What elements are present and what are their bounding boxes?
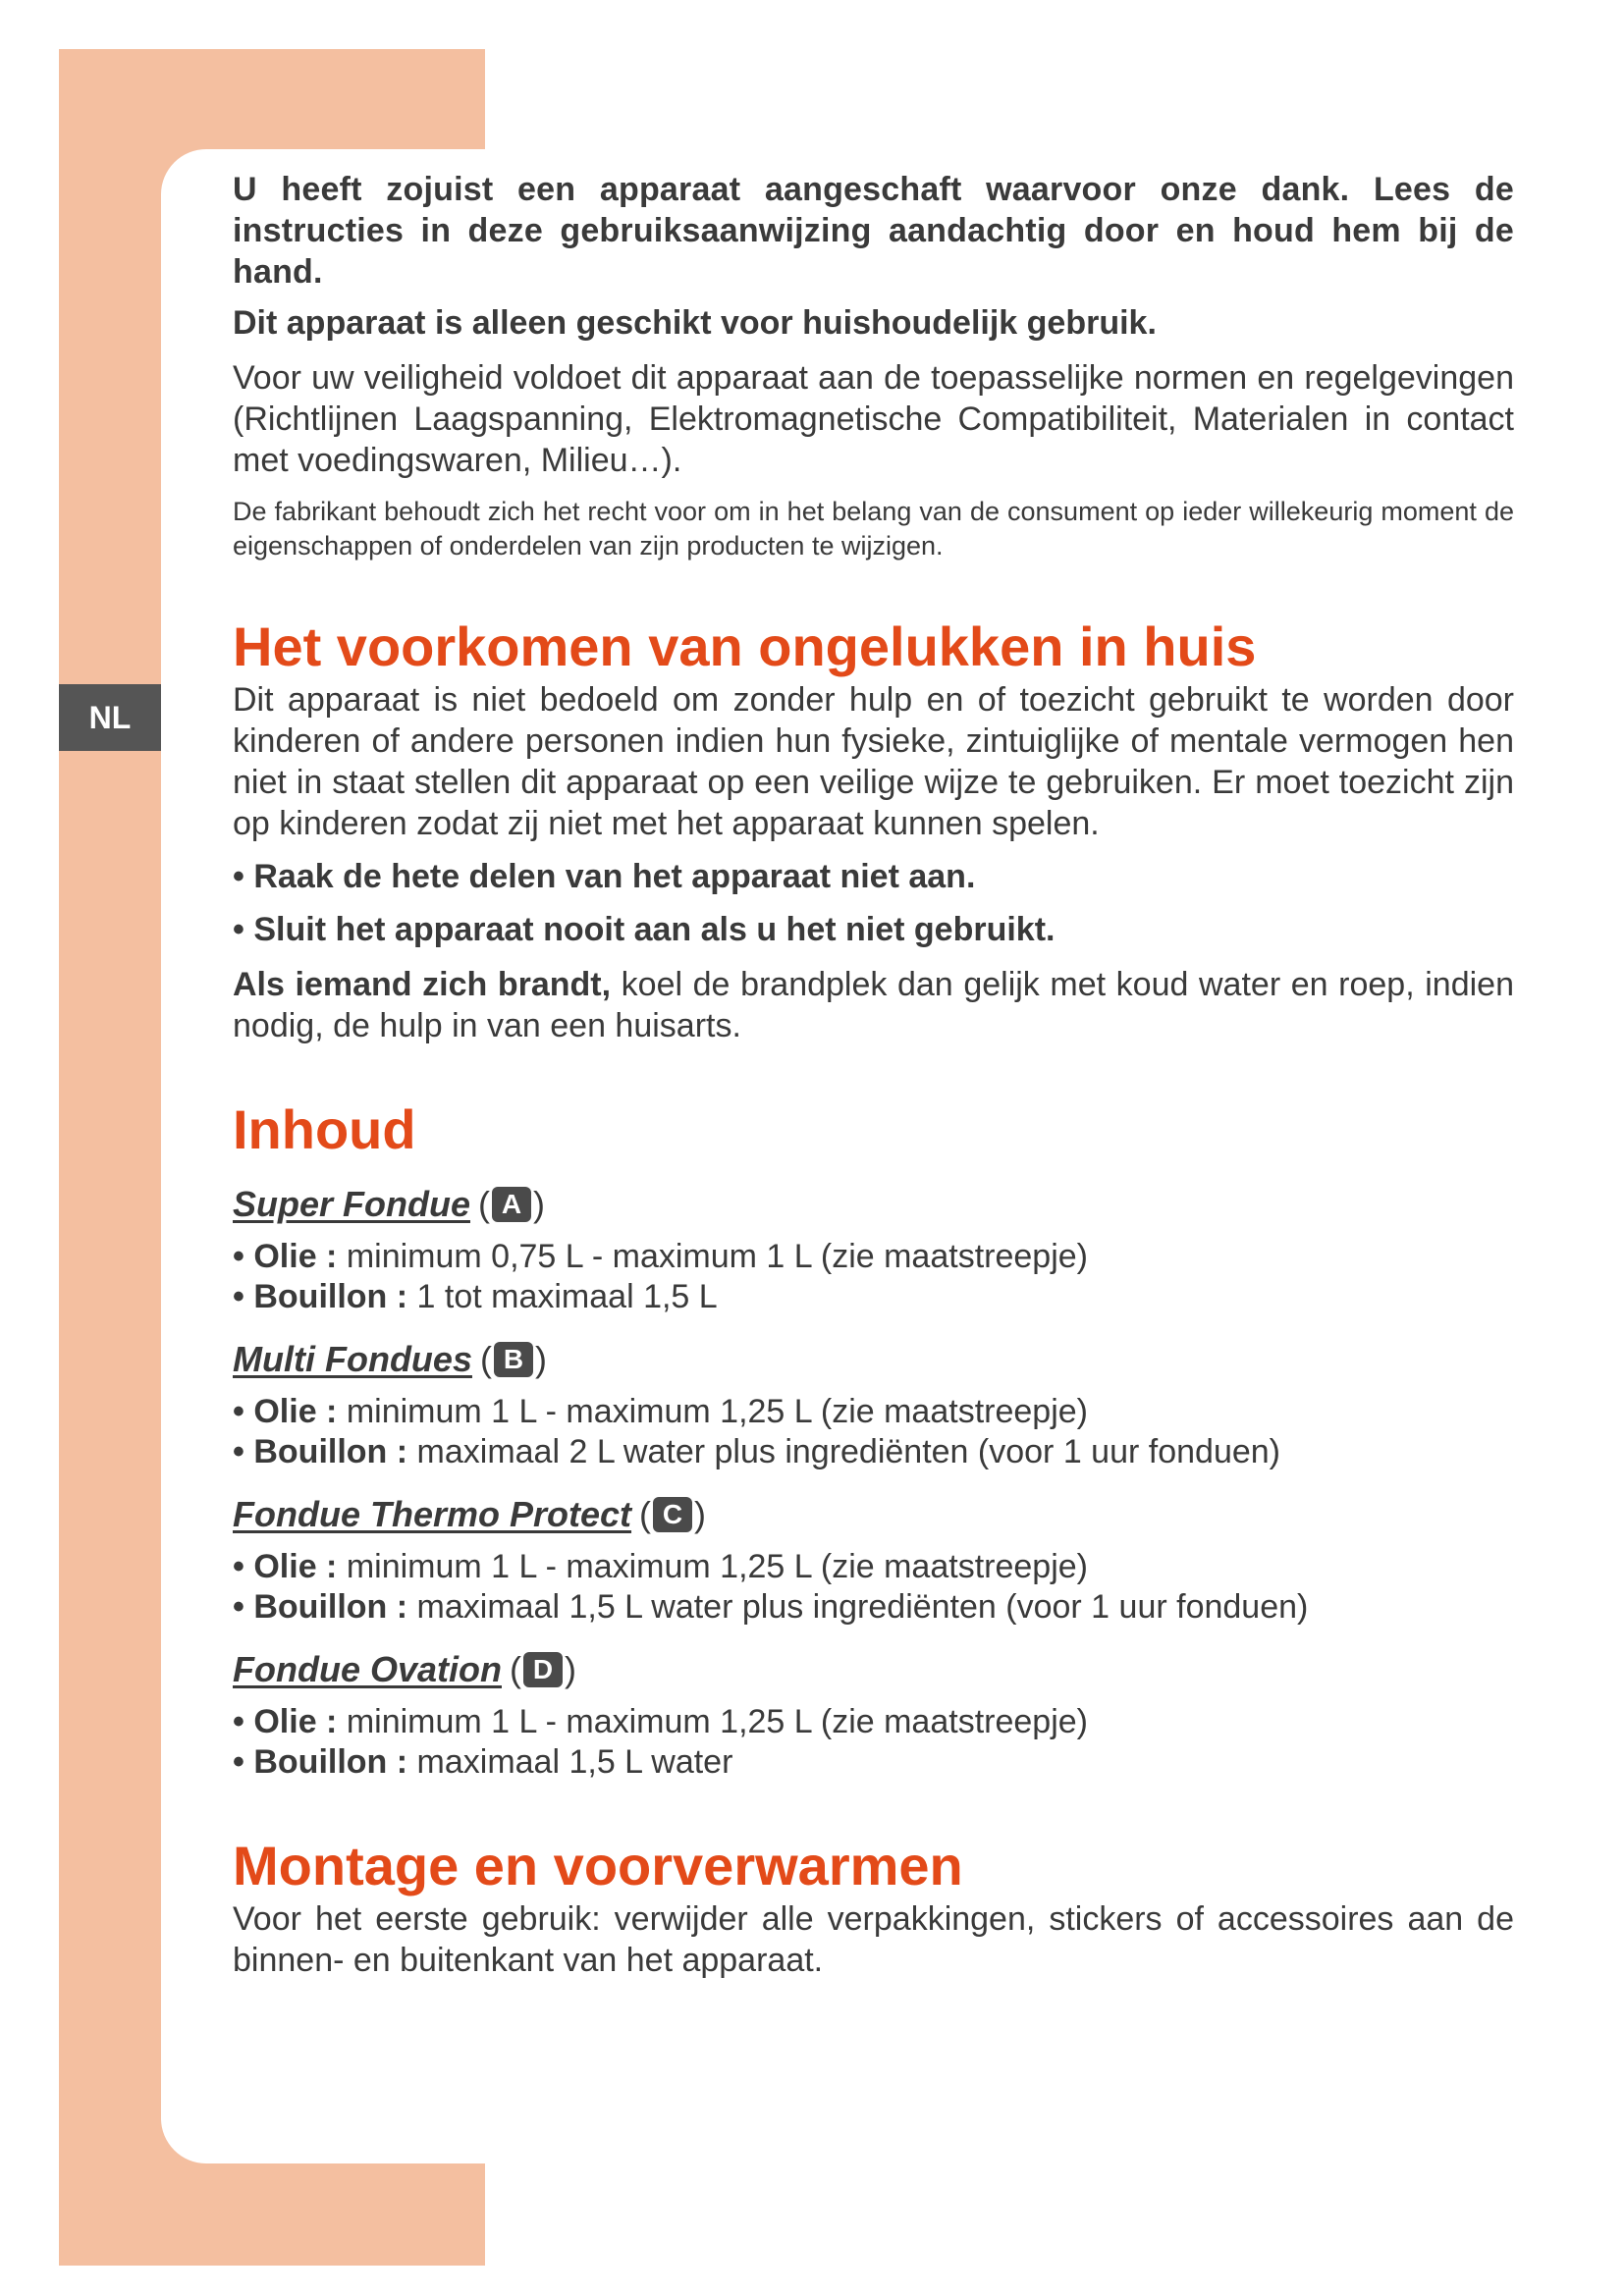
spec-oil xyxy=(233,1702,1514,1742)
letter-badge-b: B xyxy=(494,1342,533,1377)
montage-text: Voor het eerste gebruik: verwijder alle verpakkingen, stickers of accessoires aan de binnen- en buitenkant van het apparaat. xyxy=(233,1900,1514,1979)
product-name: Fondue Thermo Protect xyxy=(233,1494,632,1534)
paren-close: ) xyxy=(534,1339,547,1379)
spec-value: minimum 0,75 L - maximum 1 L (zie maatstreepje) xyxy=(337,1238,1088,1275)
page-content xyxy=(233,169,1514,1981)
spec-label: • Olie : xyxy=(233,1703,338,1740)
intro-manufacturer-rights: De fabrikant behoudt zich het recht voor om in het belang van de consument op ieder willekeurig moment de eigenschappen of onderdelen van zijn producten te wijzigen. xyxy=(233,497,1514,561)
spec-label: • Bouillon : xyxy=(233,1743,408,1781)
product-name: Multi Fondues xyxy=(233,1339,472,1379)
accidents-bullet-hot-parts: • Raak de hete delen van het apparaat niet aan. xyxy=(233,858,976,895)
spec-broth xyxy=(233,1587,1514,1628)
spec-value: 1 tot maximaal 1,5 L xyxy=(407,1278,718,1315)
section-heading-contents: Inhoud xyxy=(233,1098,416,1160)
intro-safety-norms: Voor uw veiligheid voldoet dit apparaat aan de toepasselijke normen en regelgevingen (Richtlijnen Laagspanning, Elektromagnetische Compatibiliteit, Materialen in contact met voedingswaren, Milieu…). xyxy=(233,359,1514,479)
spec-oil xyxy=(233,1392,1514,1432)
spec-list-super-fondue xyxy=(233,1237,1514,1317)
letter-badge-d: D xyxy=(523,1652,563,1687)
letter-badge-a: A xyxy=(492,1187,531,1222)
intro-household-only: Dit apparaat is alleen geschikt voor huishoudelijk gebruik. xyxy=(233,304,1157,342)
spec-label: • Bouillon : xyxy=(233,1433,408,1470)
spec-value: maximaal 2 L water plus ingrediënten (voor 1 uur fonduen) xyxy=(407,1433,1280,1470)
spec-value: maximaal 1,5 L water xyxy=(407,1743,733,1781)
spec-label: • Olie : xyxy=(233,1393,338,1430)
letter-badge-c: C xyxy=(653,1497,692,1532)
burn-advice-rest: koel de brandplek dan gelijk met koud water en roep, indien nodig, de hulp in van een huisarts. xyxy=(233,966,1514,1044)
spec-value: minimum 1 L - maximum 1,25 L (zie maatstreepje) xyxy=(337,1548,1088,1585)
paren-open: ( xyxy=(478,1184,490,1224)
section-heading-montage: Montage en voorverwarmen xyxy=(233,1835,963,1896)
spec-value: maximaal 1,5 L water plus ingrediënten (voor 1 uur fonduen) xyxy=(407,1588,1309,1626)
section-heading-accidents: Het voorkomen van ongelukken in huis xyxy=(233,615,1257,677)
paren-close: ) xyxy=(565,1649,576,1689)
spec-label: • Olie : xyxy=(233,1238,338,1275)
spec-broth xyxy=(233,1742,1514,1783)
product-title-multi-fondues xyxy=(233,1337,1514,1382)
spec-oil xyxy=(233,1237,1514,1277)
spec-list-fondue-ovation xyxy=(233,1702,1514,1783)
product-name: Super Fondue xyxy=(233,1184,470,1224)
accidents-burn-advice xyxy=(233,964,1514,1046)
paren-close: ) xyxy=(694,1494,707,1534)
accidents-bullet-unplug: • Sluit het apparaat nooit aan als u het niet gebruikt. xyxy=(233,911,1056,948)
spec-oil xyxy=(233,1547,1514,1587)
paren-open: ( xyxy=(479,1339,492,1379)
product-title-fondue-thermo-protect xyxy=(233,1492,1514,1537)
spec-label: • Bouillon : xyxy=(233,1588,408,1626)
spec-list-fondue-thermo-protect xyxy=(233,1547,1514,1628)
product-title-super-fondue xyxy=(233,1182,1514,1227)
paren-open: ( xyxy=(510,1649,521,1689)
spec-value: minimum 1 L - maximum 1,25 L (zie maatstreepje) xyxy=(337,1703,1088,1740)
spec-value: minimum 1 L - maximum 1,25 L (zie maatstreepje) xyxy=(337,1393,1088,1430)
intro-thanks: U heeft zojuist een apparaat aangeschaft waarvoor onze dank. Lees de instructies in deze gebruiksaanwijzing aandachtig door en houd hem bij de hand. xyxy=(233,171,1514,291)
spec-list-multi-fondues xyxy=(233,1392,1514,1472)
accidents-text: Dit apparaat is niet bedoeld om zonder hulp en of toezicht gebruikt te worden door kinderen of andere personen indien hun fysieke, zintuiglijke of mentale vermogen hen niet in staat stellen dit apparaat op een veilige wijze te gebruiken. Er moet toezicht zijn op kinderen zodat zij niet met het apparaat kunnen spelen. xyxy=(233,681,1514,842)
burn-advice-bold: Als iemand zich brandt, xyxy=(233,966,612,1003)
spec-label: • Bouillon : xyxy=(233,1278,408,1315)
language-tab: NL xyxy=(59,684,161,751)
spec-broth xyxy=(233,1432,1514,1472)
spec-label: • Olie : xyxy=(233,1548,338,1585)
product-title-fondue-ovation xyxy=(233,1647,1514,1692)
product-name: Fondue Ovation xyxy=(233,1649,502,1689)
spec-broth xyxy=(233,1277,1514,1317)
paren-close: ) xyxy=(533,1184,545,1224)
paren-open: ( xyxy=(639,1494,652,1534)
